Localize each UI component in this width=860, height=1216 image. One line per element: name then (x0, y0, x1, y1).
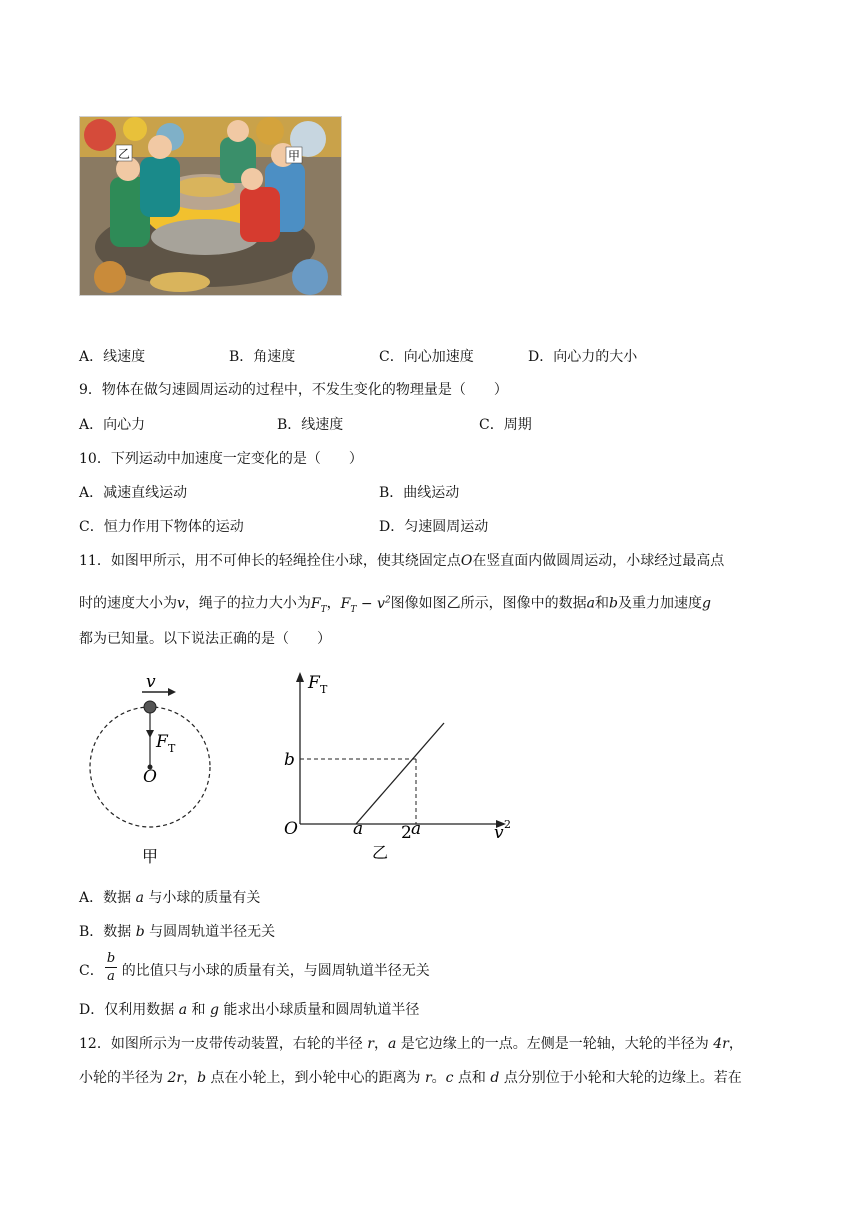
tick-b: b (284, 750, 295, 770)
velocity-arrow-head (168, 688, 176, 696)
y-axis-arrow (296, 672, 304, 682)
q9-option-c: C．周期 (479, 417, 532, 433)
fraction-b-over-a: b a (106, 951, 116, 984)
q11-stem-line-1: 11．如图甲所示，用不可伸长的轻绳拴住小球，使其绕固定点O在竖直面内做圆周运动，小球经过最高点 (79, 553, 725, 569)
figure-jia (80, 672, 220, 867)
tick-a: a (353, 819, 364, 839)
y-axis-label: F (308, 673, 320, 693)
q8-option-d: D．向心力的大小 (528, 349, 638, 365)
q10-option-d: D．匀速圆周运动 (379, 519, 489, 535)
tension-subscript: T (168, 742, 176, 755)
painting-label-jia: 甲 (288, 149, 301, 163)
tick-2a-letter: a (411, 819, 422, 839)
q11-option-b: B．数据 b 与圆周轨道半径无关 (79, 924, 276, 940)
q8-option-a: A．线速度 (79, 349, 146, 365)
tick-2a-number: 2 (401, 823, 412, 843)
q11-option-c: C． 的比值只与小球的质量有关，与圆周轨道半径无关 (79, 963, 430, 979)
painting-label-yi: 乙 (118, 147, 131, 161)
q9-option-a: A．向心力 (79, 417, 146, 433)
q11-stem-line-3: 都为已知量。以下说法正确的是（ ） (79, 631, 331, 647)
q9-option-b: B．线速度 (277, 417, 344, 433)
q9-stem: 9．物体在做匀速圆周运动的过程中，不发生变化的物理量是（ ） (79, 382, 508, 398)
velocity-label: v (146, 672, 156, 692)
ball (144, 701, 156, 713)
q10-option-b: B．曲线运动 (379, 485, 460, 501)
origin-label-yi: O (284, 819, 298, 839)
folk-painting-millstone (79, 116, 342, 296)
q11-option-d: D．仅利用数据 a 和 g 能求出小球质量和圆周轨道半径 (79, 1002, 420, 1018)
q12-stem-line-2: 小轮的半径为 2r，b 点在小轮上，到小轮中心的距离为 r。c 点和 d 点分别位于小轮和大轮的边缘上。若在 (79, 1070, 742, 1086)
tension-arrow-head (146, 730, 154, 738)
x-axis-label: v (494, 823, 504, 843)
q10-option-a: A．减速直线运动 (79, 485, 188, 501)
ft-symbol: $F_T$ (310, 595, 327, 615)
q8-option-b: B．角速度 (229, 349, 296, 365)
q12-stem-line-1: 12．如图所示为一皮带传动装置，右轮的半径 r，a 是它边缘上的一点。左侧是一轮轴，大轮的半径为 4r， (79, 1036, 743, 1052)
ft-v2-line (356, 723, 444, 824)
origin-label-jia: O (143, 767, 157, 787)
caption-yi: 乙 (372, 843, 389, 862)
x-axis-superscript: 2 (504, 818, 511, 831)
y-axis-subscript: T (320, 683, 328, 696)
q8-option-c: C．向心加速度 (379, 349, 474, 365)
figure-yi (278, 668, 528, 868)
q11-stem-line-2: 时的速度大小为v，绳子的拉力大小为$F_T$，$F_T - v^2$图像如图乙所示，图像中的数据a和b及重力加速度g (79, 595, 711, 615)
q11-option-a: A．数据 a 与小球的质量有关 (79, 890, 261, 906)
caption-jia: 甲 (142, 847, 159, 866)
q10-option-c: C．恒力作用下物体的运动 (79, 519, 244, 535)
q10-stem: 10．下列运动中加速度一定变化的是（ ） (79, 451, 363, 467)
ft-v2-symbol: $F_T - v^2$ (340, 595, 391, 615)
tension-label: F (156, 732, 168, 752)
